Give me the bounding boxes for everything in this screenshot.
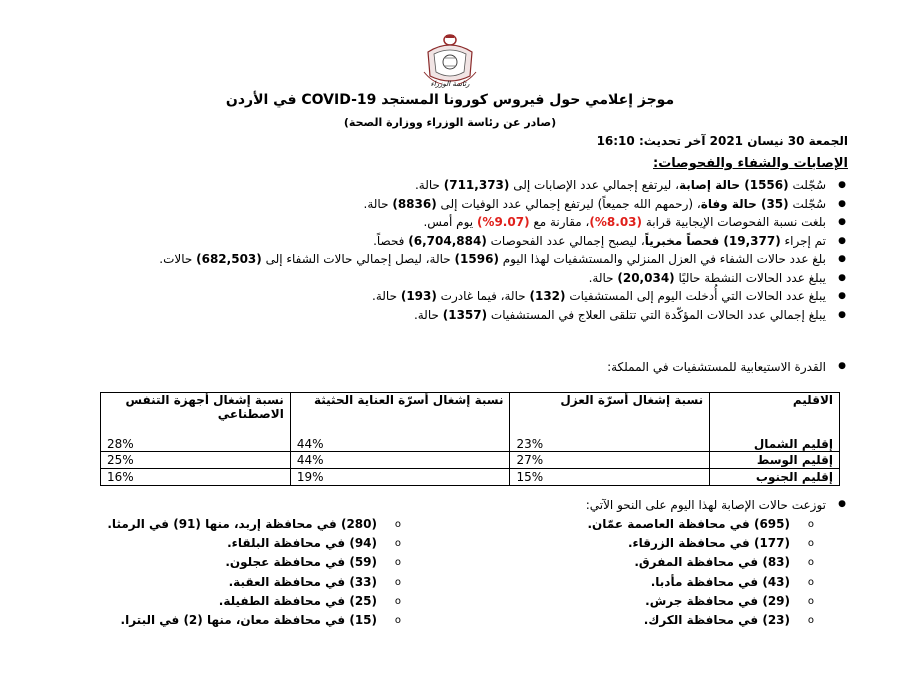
highlight-text: (193) <box>400 289 437 303</box>
bullet-text: تم إجراء <box>780 233 826 248</box>
bullet-text: سُجّلت <box>788 178 826 192</box>
region-cell: إقليم الجنوب <box>710 469 840 486</box>
bullet-text: حالة. <box>588 270 618 285</box>
region-cell: إقليم الوسط <box>710 452 840 469</box>
list-item: o (59) في محافظة عجلون. <box>107 553 405 572</box>
isolation-cell: 27% <box>510 452 710 469</box>
ventilator-cell: 16% <box>101 469 291 486</box>
distribution-intro: ● توزعت حالات الإصابة لهذا اليوم على النحو الآتي: <box>586 498 848 512</box>
bullet-text: ، (رحمهم الله جميعاً) ليرتفع إجمالي عدد الوفيات إلى <box>436 196 701 211</box>
stat-bullet <box>58 195 848 214</box>
highlight-text: (682,503) <box>196 252 262 266</box>
bullet-text: ، مقارنة مع <box>529 215 590 229</box>
list-item: o (177) في محافظة الزرقاء. <box>587 534 818 553</box>
icu-cell: 44% <box>290 452 510 469</box>
highlight-text: (8836) <box>392 196 437 211</box>
bullet-text: حالة. <box>372 289 401 303</box>
highlight-text: (132) <box>529 289 566 303</box>
highlight-text: (6,704,884) <box>408 233 487 248</box>
table-row <box>101 452 840 469</box>
list-item: o (23) في محافظة الكرك. <box>587 611 818 630</box>
bullet-text: حالة. <box>363 196 393 211</box>
table-header-isolation: نسبة إشغال أسرّة العزل <box>510 393 710 436</box>
list-item: o (29) في محافظة جرش. <box>587 592 818 611</box>
bullet-text: فحصاً. <box>373 233 409 248</box>
list-item: o (33) في محافظة العقبة. <box>107 573 405 592</box>
bullet-text: يبلغ عدد الحالات التي أُدخلت اليوم إلى المستشفيات <box>565 289 826 303</box>
isolation-cell: 23% <box>510 435 710 452</box>
bullet-text: يبلغ إجمالي عدد الحالات المؤكّدة التي تتلقى العلاج في المستشفيات <box>487 307 826 322</box>
list-item: o (25) في محافظة الطفيلة. <box>107 592 405 611</box>
icu-cell: 19% <box>290 469 510 486</box>
highlight-text: (9.07%) <box>476 215 530 229</box>
hospital-capacity-table <box>100 392 840 486</box>
highlight-text: (711,373) <box>443 178 510 192</box>
list-item: o (695) في محافظة العاصمة عمّان. <box>587 515 818 534</box>
bullet-text: حالات. <box>159 252 197 266</box>
highlight-text: (8.03%) <box>589 215 643 229</box>
bullet-text: حالة. <box>414 178 444 192</box>
table-row <box>101 435 840 452</box>
stat-bullet <box>58 287 848 306</box>
stats-bullet-list <box>58 176 848 324</box>
stat-bullet <box>58 306 848 325</box>
bullet-text: يوم أمس. <box>423 215 477 229</box>
table-header-ventilators: نسبة إشغال أجهزة التنفس الاصطناعي <box>101 393 291 436</box>
stat-bullet <box>58 250 848 269</box>
list-item: o (280) في محافظة إربد، منها (91) في الرمثا. <box>107 515 405 534</box>
bullet-text: حالة. <box>413 307 443 322</box>
highlight-text: (1596) <box>454 252 499 266</box>
stat-bullet <box>58 176 848 195</box>
bullet-text: ، ليصبح إجمالي عدد الفحوصات <box>486 233 645 248</box>
stat-bullet <box>58 213 848 232</box>
table-header-icu: نسبة إشغال أسرّة العناية الحثيثة <box>290 393 510 436</box>
governorate-list-left <box>107 515 405 630</box>
region-cell: إقليم الشمال <box>710 435 840 452</box>
date-line: الجمعة 30 نيسان 2021 آخر تحديث: 16:10 <box>596 134 848 148</box>
page-title: موجز إعلامي حول فيروس كورونا المستجد COVID-19 في الأردن <box>225 92 675 108</box>
list-item: o (83) في محافظة المفرق. <box>587 553 818 572</box>
ventilator-cell: 28% <box>101 435 291 452</box>
bullet-text: بلغ عدد حالات الشفاء في العزل المنزلي والمستشفيات لهذا اليوم <box>498 252 826 266</box>
bullet-text: حالة، فيما غادرت <box>436 289 530 303</box>
stat-bullet <box>58 269 848 288</box>
highlight-text: (1357) <box>442 307 488 322</box>
governorate-list-right <box>587 515 818 630</box>
capacity-intro: ● القدرة الاستيعابية للمستشفيات في المملكة: <box>607 360 848 374</box>
isolation-cell: 15% <box>510 469 710 486</box>
highlight-text: (19,377) فحصاً مخبرياً <box>644 233 781 248</box>
bullet-text: حالة، ليصل إجمالي حالات الشفاء إلى <box>261 252 455 266</box>
table-header-region: الاقليم <box>710 393 840 436</box>
stat-bullet <box>58 232 848 251</box>
seal-label: رئاسة الوزراء <box>430 80 470 88</box>
section-heading: الإصابات والشفاء والفحوصات: <box>653 156 848 171</box>
bullet-text: سُجّلت <box>788 196 826 211</box>
page-subtitle: (صادر عن رئاسة الوزراء ووزارة الصحة) <box>343 116 557 129</box>
ventilator-cell: 25% <box>101 452 291 469</box>
highlight-text: (35) حالة وفاة <box>700 196 789 211</box>
bullet-text: بلغت نسبة الفحوصات الإيجابية قرابة <box>642 215 826 229</box>
list-item: o (94) في محافظة البلقاء. <box>107 534 405 553</box>
icu-cell: 44% <box>290 435 510 452</box>
highlight-text: (1556) حالة إصابة <box>678 178 789 192</box>
bullet-text: يبلغ عدد الحالات النشطة حاليًا <box>674 270 826 285</box>
bullet-text: ، ليرتفع إجمالي عدد الإصابات إلى <box>509 178 679 192</box>
list-item: o (15) في محافظة معان، منها (2) في البترا. <box>107 611 405 630</box>
list-item: o (43) في محافظة مأدبا. <box>587 573 818 592</box>
highlight-text: (20,034) <box>617 270 675 285</box>
table-row <box>101 469 840 486</box>
